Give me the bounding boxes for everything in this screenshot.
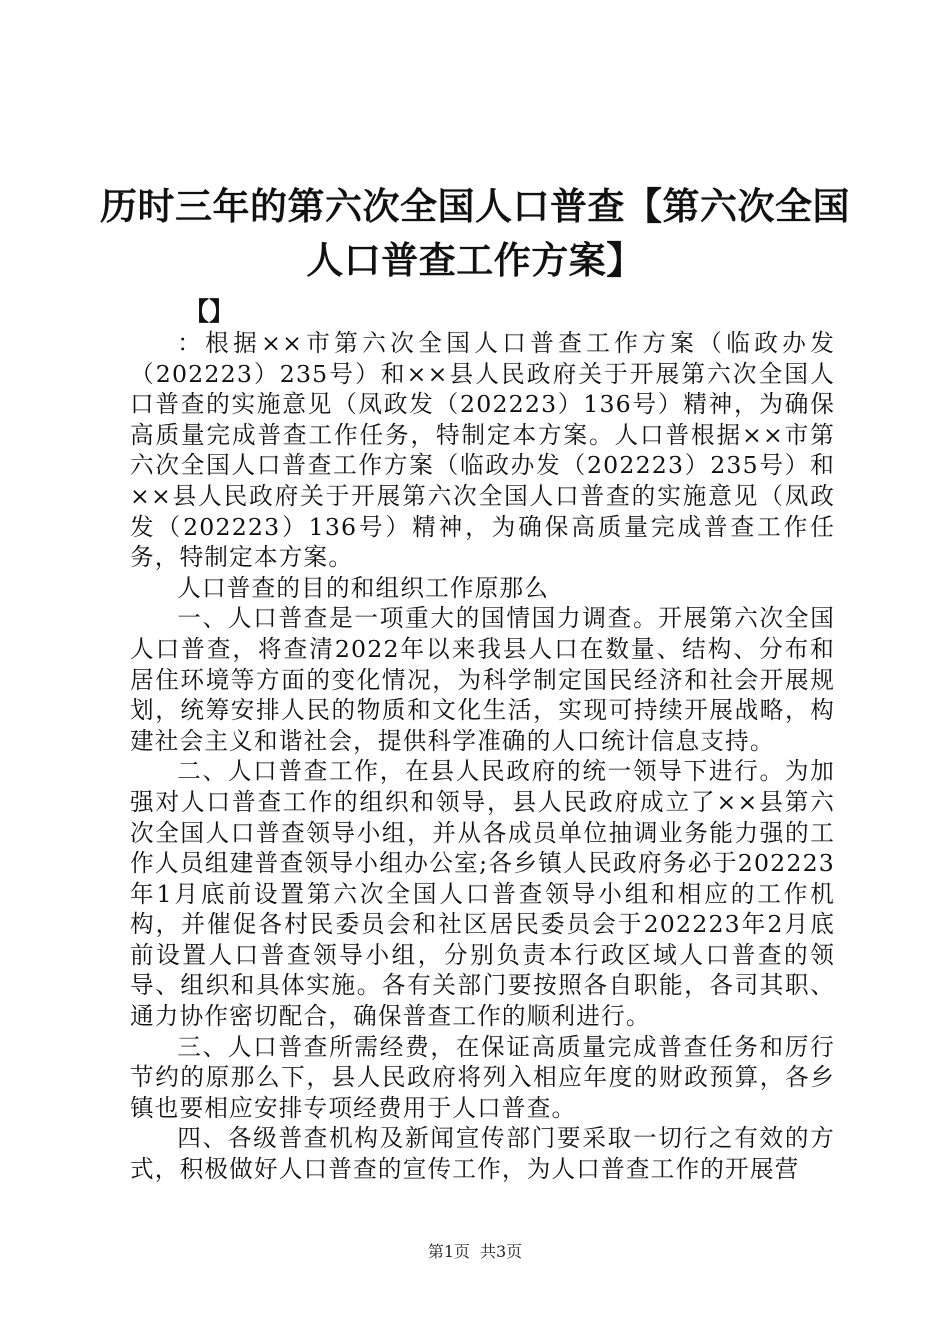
page-footer — [0, 1242, 950, 1262]
paragraph-item-2: 二、人口普查工作，在县人民政府的统一领导下进行。为加强对人口普查工作的组织和领导，县人民政府成立了××县第六次全国人口普查领导小组，并从各成员单位抽调业务能力强的工作人员组建普查领导小组办公室;各乡镇人民政府务必于202223年1月底前设置第六次全国人口普查领导小组和相应的工作机构，并催促各村民委员会和社区居民委员会于202223年2月底前设置人口普查领导小组，分别负责本行政区域人口普查的领导、组织和具体实施。各有关部门要按照各自职能，各司其职、通力协作密切配合，确保普查工作的顺利进行。 — [130, 757, 835, 1031]
document-body — [130, 328, 835, 1185]
paragraph-item-1: 一、人口普查是一项重大的国情国力调查。开展第六次全国人口普查，将查清2022年以来我县人口在数量、结构、分布和居住环境等方面的变化情况，为科学制定国民经济和社会开展规划，统筹安排人民的物质和文化生活，实现可持续开展战略，构建社会主义和谐社会，提供科学准确的人口统计信息支持。 — [130, 604, 835, 755]
page-number: 第1页 — [427, 1242, 470, 1261]
paragraph-item-3: 三、人口普查所需经费，在保证高质量完成普查任务和厉行节约的原那么下，县人民政府将列入相应年度的财政预算，各乡镇也要相应安排专项经费用于人口普查。 — [130, 1032, 835, 1122]
empty-brackets: 【】 — [184, 297, 235, 326]
document-title — [100, 180, 850, 288]
paragraph-item-4: 四、各级普查机构及新闻宣传部门要采取一切行之有效的方式，积极做好人口普查的宣传工作，为人口普查工作的开展营 — [130, 1124, 835, 1184]
title-line-2: 人口普查工作方案】 — [306, 239, 644, 282]
title-line-1: 历时三年的第六次全国人口普查【第六次全国 — [100, 185, 850, 228]
section-heading: 人口普查的目的和组织工作原那么 — [177, 573, 550, 602]
paragraph-intro: ：根据××市第六次全国人口普查工作方案（临政办发（202223）235号）和××县人民政府关于开展第六次全国人口普查的实施意见（凤政发（202223）136号）精神，为确保高质量完成普查工作任务，特制定本方案。人口普根据××市第六次全国人口普查工作方案（临政办发（202223）235号）和××县人民政府关于开展第六次全国人口普查的实施意见（凤政发（202223）136号）精神，为确保高质量完成普查工作任务，特制定本方案。 — [130, 329, 835, 572]
page-total: 共3页 — [480, 1242, 523, 1261]
